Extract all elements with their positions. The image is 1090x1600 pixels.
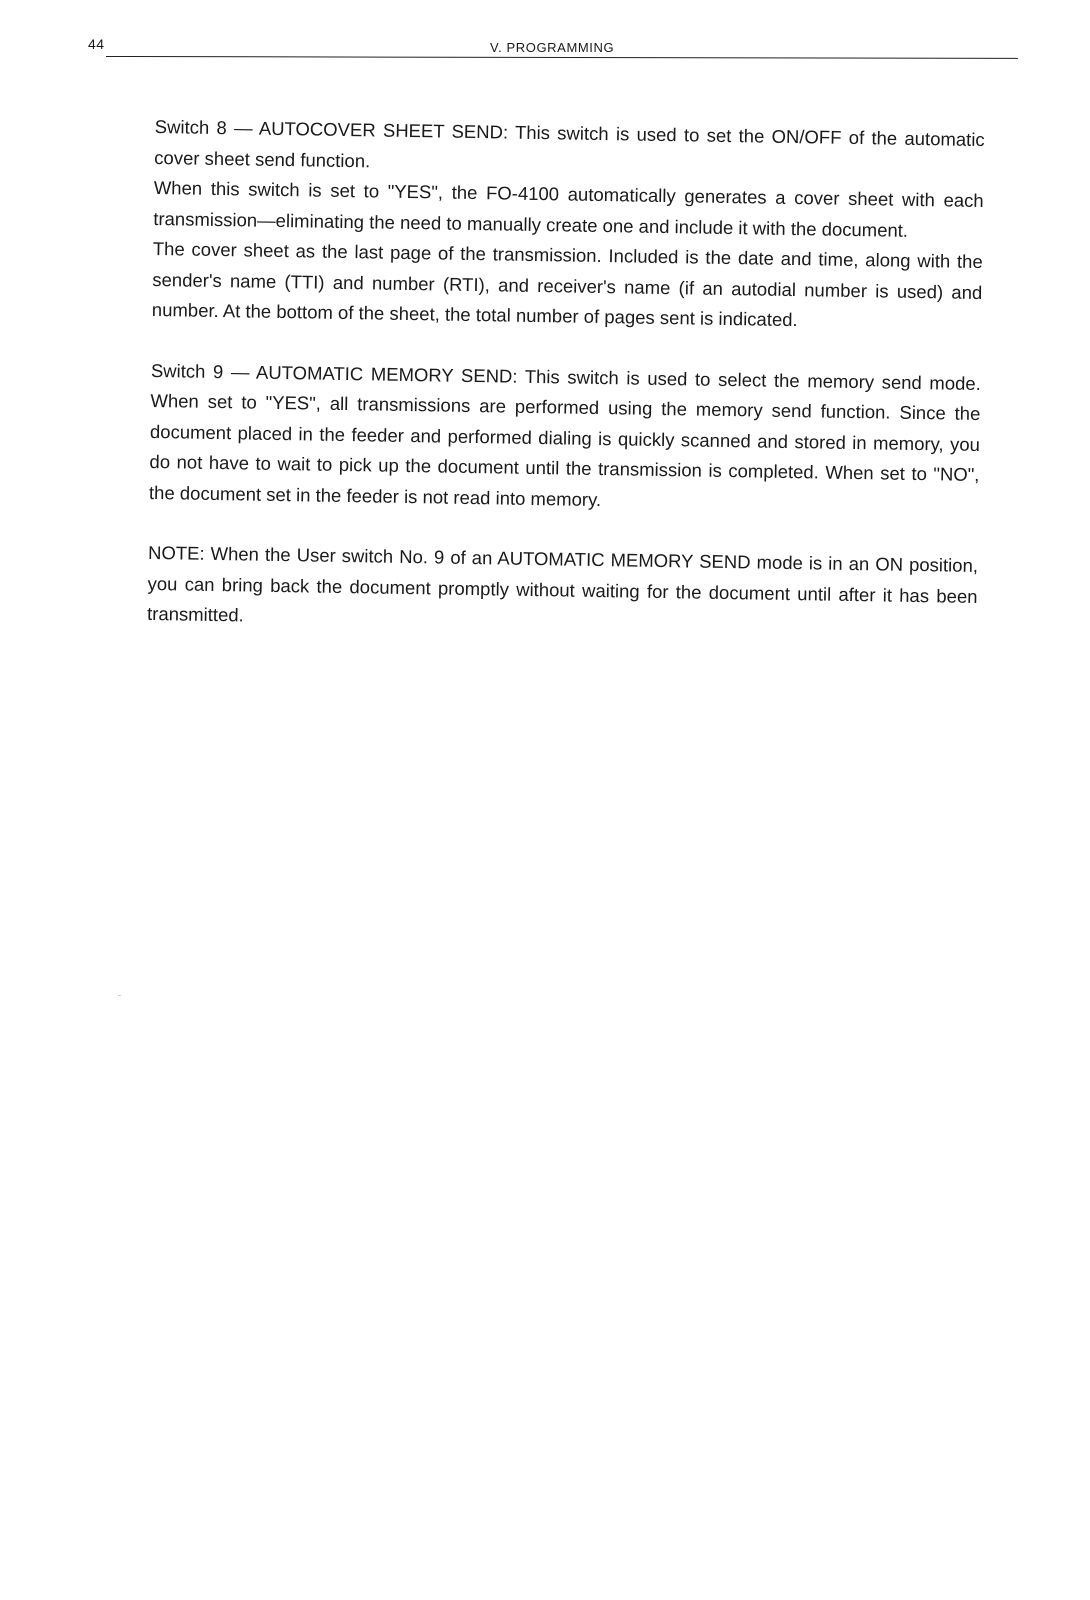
- paragraph-switch-8-yes: When this switch is set to "YES", the FO-4100 automatically generates a cover sheet with each transmission—eliminating the need to manually create one and include it with the document.: [153, 176, 984, 241]
- body-text: [147, 112, 985, 642]
- header-rule: [106, 56, 1018, 59]
- paragraph-note: NOTE: When the User switch No. 9 of an AUTOMATIC MEMORY SEND mode is in an ON position, you can bring back the document promptly without waiting for the document until after it has been transmitted.: [146, 541, 979, 626]
- paragraph-cover-sheet: The cover sheet as the last page of the transmission. Included is the date and time, along with the sender's name (TTI) and number (RTI), and receiver's name (if an autodial number is used) and number. At the bottom of the sheet, the total number of pages sent is indicated.: [151, 237, 983, 331]
- page-number: 44: [88, 36, 105, 52]
- page-header: [88, 36, 1020, 64]
- section-title: V. PROGRAMMING: [490, 40, 615, 55]
- scan-speck: [118, 995, 121, 996]
- paragraph-switch-9: Switch 9 — AUTOMATIC MEMORY SEND: This switch is used to select the memory send mode. When set to "YES", all transmissions are performed using the memory send function. Since the document placed in the feeder and performed dialing is quickly scanned and stored in memory, you do not have to wait to pick up the document until the transmission is completed. When set to "NO", the document set in the feeder is not read into memory.: [148, 359, 982, 510]
- paragraph-switch-8: Switch 8 — AUTOCOVER SHEET SEND: This switch is used to set the ON/OFF of the automatic cover sheet send function.: [154, 115, 985, 171]
